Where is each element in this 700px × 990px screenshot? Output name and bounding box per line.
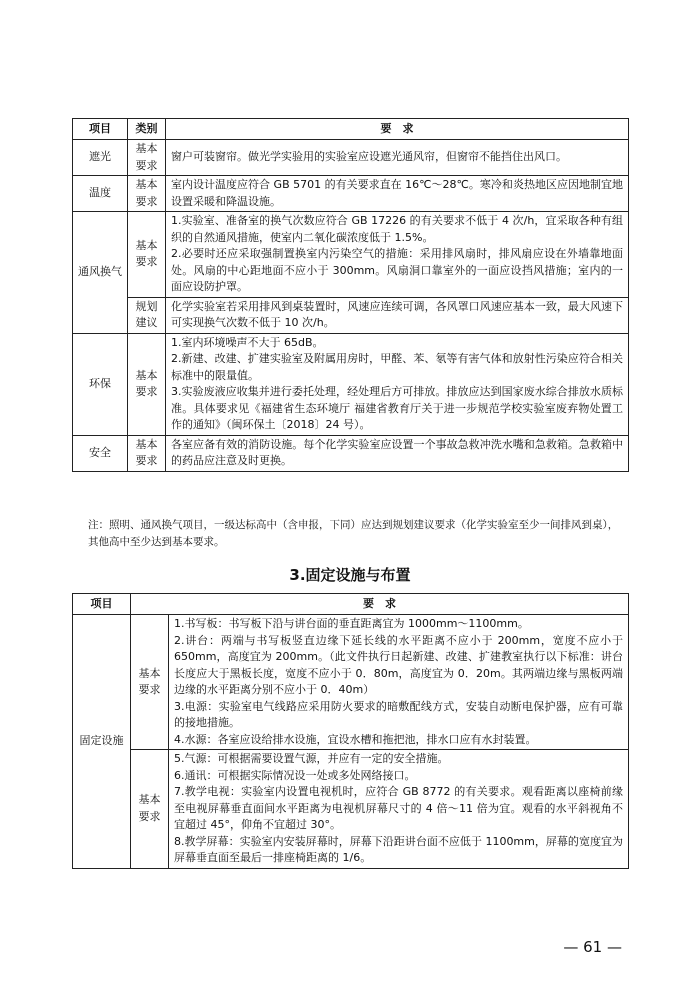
requirement-line: 6.通讯：可根据实际情况设一处或多处网络接口。	[174, 768, 416, 782]
requirement-line: 1.室内环境噪声不大于 65dB。	[171, 335, 324, 349]
requirement-line: 3.电源：实验室电气线路应采用防火要求的暗敷配线方式，安装自动断电保护器，应有可靠的接地措施。	[174, 699, 623, 729]
item-shading: 遮光	[73, 140, 128, 176]
category-cell: 基本要求	[128, 333, 166, 435]
requirement-line: 2.讲台：两端与书写板竖直边缘下延长线的水平距离不应小于 200mm，宽度不应小于 650mm，高度宜为 200mm。（此文件执行日起新建、改建、扩建教室执行以下标准：讲台长度应大于黑板长度，宽度不应小于 0．80m，高度宜为 0．20m。其两端边缘与黑板两端边缘的水平距离分别不应小于 0．40m）	[174, 633, 623, 696]
header-item: 项目	[73, 594, 131, 615]
header-item: 项目	[73, 119, 128, 140]
requirement-cell: 窗户可装窗帘。做光学实验用的实验室应设遮光通风帘，但窗帘不能挡住出风口。	[166, 140, 629, 176]
page-number: — 61 —	[563, 938, 622, 956]
item-safety: 安全	[73, 435, 128, 471]
requirement-cell	[166, 333, 629, 435]
table-row	[73, 297, 629, 333]
requirement-line: 7.教学电视：实验室内设置电视机时，应符合 GB 8772 的有关要求。观看距离以座椅前缘至电视屏幕垂直面间水平距离为电视机屏幕尺寸的 4 倍～11 倍为宜。观看的水平斜视角不宜超过 45°，仰角不宜超过 30°。	[174, 785, 623, 831]
header-requirement: 要 求	[166, 119, 629, 140]
table-row	[73, 140, 629, 176]
requirements-table	[72, 118, 629, 472]
table-row	[73, 615, 629, 750]
item-ventilation: 通风换气	[73, 212, 128, 334]
table-header-row	[73, 594, 629, 615]
requirement-cell	[166, 212, 629, 298]
requirement-line: 2.必要时还应采取强制置换室内污染空气的措施：采用排风扇时，排风扇应设在外墙靠地面处。风扇的中心距地面不应小于 300mm。风扇洞口靠室外的一面应设挡风措施；室内的一面应设防护罩。	[171, 247, 623, 293]
category-cell: 基本要求	[131, 615, 169, 750]
table-row	[73, 212, 629, 298]
category-cell: 基本要求	[128, 435, 166, 471]
requirement-cell: 化学实验室若采用排风到桌装置时，风速应连续可调，各风罩口风速应基本一致，最大风速下可实现换气次数不低于 10 次/h。	[166, 297, 629, 333]
requirement-cell: 室内设计温度应符合 GB 5701 的有关要求直在 16℃～28℃。寒冷和炎热地区应因地制宜地设置采暖和降温设施。	[166, 176, 629, 212]
category-cell: 规划建议	[128, 297, 166, 333]
category-cell: 基本要求	[128, 140, 166, 176]
requirement-cell: 各室应备有效的消防设施。每个化学实验室应设置一个事故急救冲洗水嘴和急救箱。急救箱中的药品应注意及时更换。	[166, 435, 629, 471]
category-cell: 基本要求	[131, 750, 169, 869]
section-title: 3.固定设施与布置	[289, 566, 411, 584]
item-environment: 环保	[73, 333, 128, 435]
table-row	[73, 435, 629, 471]
item-temperature: 温度	[73, 176, 128, 212]
table-row	[73, 333, 629, 435]
requirement-line: 2.新建、改建、扩建实验室及附属用房时，甲醛、苯、氡等有害气体和放射性污染应符合相关标准中的限量值。	[171, 352, 623, 382]
requirement-line: 5.气源：可根据需要设置气源，并应有一定的安全措施。	[174, 752, 449, 765]
requirement-line: 8.教学屏幕：实验室内安装屏幕时，屏幕下沿距讲台面不应低于 1100mm，屏幕的宽度宜为屏幕垂直面至最后一排座椅距离的 1/6。	[174, 834, 623, 864]
category-cell: 基本要求	[128, 212, 166, 298]
fixed-facilities-table	[72, 593, 629, 869]
header-category: 类别	[128, 119, 166, 140]
table-row	[73, 176, 629, 212]
requirement-line: 1.实验室、准备室的换气次数应符合 GB 17226 的有关要求不低于 4 次/h，宜采取各种有组织的自然通风措施，使室内二氧化碳浓度低于 1.5%。	[171, 214, 623, 244]
requirement-cell	[169, 750, 629, 869]
category-cell: 基本要求	[128, 176, 166, 212]
header-requirement: 要 求	[131, 594, 629, 615]
requirement-line: 4.水源：各室应设给排水设施，宜设水槽和拖把池，排水口应有水封装置。	[174, 732, 537, 746]
item-fixed-facilities: 固定设施	[73, 615, 131, 869]
table-row	[73, 750, 629, 869]
requirement-line: 3.实验废液应收集并进行委托处理，经处理后方可排放。排放应达到国家废水综合排放水质标准。具体要求见《福建省生态环境厅 福建省教育厅关于进一步规范学校实验室废弃物处置工作的通知》（闽环保土〔2018〕24 号）。	[171, 385, 623, 431]
requirement-line: 1.书写板：书写板下沿与讲台面的垂直距离宜为 1000mm～1100mm。	[174, 617, 529, 630]
table-note: 注：照明、通风换气项目，一级达标高中（含申报，下同）应达到规划建议要求（化学实验室至少一间排风到桌），其他高中至少达到基本要求。	[88, 519, 619, 548]
table-header-row	[73, 119, 629, 140]
requirement-cell	[169, 615, 629, 750]
